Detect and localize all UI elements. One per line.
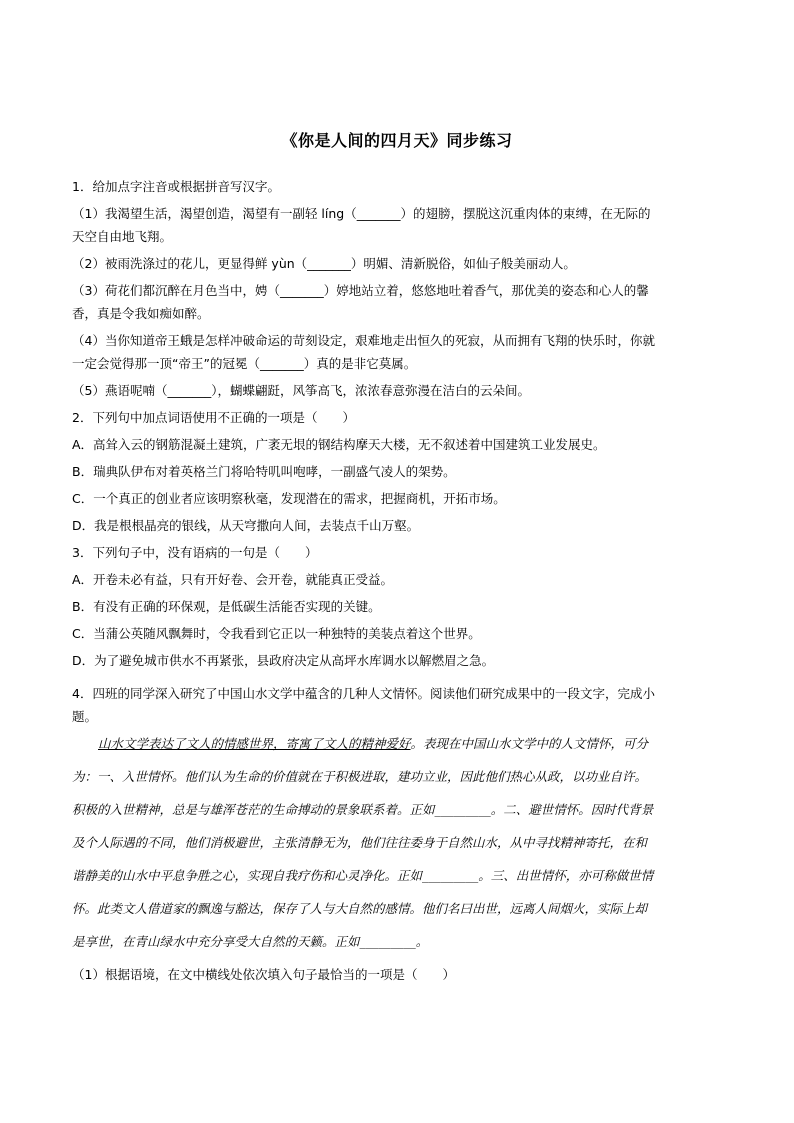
q2-option-c: C．一个真正的创业者应该明察秋毫，发现潜在的需求，把握商机，开拓市场。	[72, 491, 506, 506]
q3-option-a: A．开卷未必有益，只有开好卷、会开卷，就能真正受益。	[72, 572, 394, 587]
question-2-stem: 2．下列句中加点词语使用不正确的一项是（ ）	[72, 410, 355, 425]
passage-underlined-sentence: 山水文学表达了文人的情感世界，寄寓了文人的精神爱好	[98, 736, 411, 751]
q2-option-b: B．瑞典队伊布对着英格兰门将哈特叽叫咆哮，一副盛气凌人的架势。	[72, 464, 456, 479]
q2-option-a: A．高耸入云的钢筋混凝土建筑，广袤无垠的钢结构摩天大楼，无不叙述着中国建筑工业发展史。	[72, 437, 606, 452]
q1-item-1-cont: 天空自由地飞翔。	[72, 229, 173, 244]
question-4-stem: 4．四班的同学深入研究了中国山水文学中蕴含的几种人文情怀。阅读他们研究成果中的一段文字，完成小	[72, 686, 655, 701]
passage-line-3: 积极的入世精神，总是与雄浑苍茫的生命搏动的景象联系着。正如_________。二、避世情怀。因时代背景	[72, 802, 654, 817]
q3-option-d: D．为了避免城市供水不再紧张，县政府决定从高坪水库调水以解燃眉之急。	[72, 653, 495, 668]
passage-line-4: 及个人际遇的不同，他们消极避世，主张清静无为，他们往往委身于自然山水，从中寻找精神寄托，在和	[72, 835, 648, 850]
question-1-stem: 1．给加点字注音或根据拼音写汉字。	[72, 179, 280, 194]
question-4-stem-cont: 题。	[72, 709, 98, 724]
q1-item-1: （1）我渴望生活，渴望创造，渴望有一副轻 líng（_______）的翅膀，摆脱这沉重肉体的束缚，在无际的	[72, 206, 651, 221]
q3-option-b: B．有没有正确的环保观，是低碳生活能否实现的关键。	[72, 599, 381, 614]
passage-line-1	[72, 735, 724, 753]
q1-item-3: （3）荷花们都沉醉在月色当中，娉（_______）婷地站立着，悠悠地吐着香气，那优美的姿态和心人的馨	[72, 283, 649, 298]
reading-passage	[72, 735, 724, 951]
passage-line-5: 谐静美的山水中平息争胜之心，实现自我疗伤和心灵净化。正如_________。三、出世情怀，亦可称做世情	[72, 868, 654, 883]
passage-line-7: 是享世，在青山绿水中充分享受大自然的天籁。正如_________。	[72, 934, 429, 949]
q1-item-5: （5）燕语呢喃（_______），蝴蝶翩跹，风筝高飞，浓浓春意弥漫在洁白的云朵间。	[72, 383, 530, 398]
q3-option-c: C．当蒲公英随风飘舞时，令我看到它正以一种独特的美装点着这个世界。	[72, 626, 481, 641]
passage-line-6: 怀。此类文人借道家的飘逸与豁达，保存了人与大自然的感情。他们名曰出世，远离人间烟火，实际上却	[72, 901, 648, 916]
q1-item-2: （2）被雨洗涤过的花儿，更显得鲜 yùn（_______）明媚、清新脱俗，如仙子般美丽动人。	[72, 256, 576, 271]
passage-line-2: 为：一、入世情怀。他们认为生命的价值就在于积极进取，建功立业，因此他们热心从政，以功业自许。	[72, 769, 648, 784]
q1-item-4: （4）当你知道帝王蛾是怎样冲破命运的苛刻设定，艰难地走出恒久的死寂，从而拥有飞翔的快乐时，你就	[72, 333, 655, 348]
q2-option-d: D．我是根根晶亮的银线，从天穹撒向人间，去装点千山万壑。	[72, 518, 420, 533]
question-3-stem: 3．下列句子中，没有语病的一句是（ ）	[72, 545, 318, 560]
page-title: 《你是人间的四月天》同步练习	[281, 131, 513, 150]
q1-item-4-cont: 一定会觉得那一顶“帝王”的冠冕（_______）真的是非它莫属。	[72, 356, 417, 371]
q4-subquestion-1: （1）根据语境，在文中横线处依次填入句子最恰当的一项是（ ）	[72, 967, 455, 982]
document-body	[72, 178, 724, 993]
q1-item-3-cont: 香，真是令我如痴如醉。	[72, 306, 210, 321]
passage-line-1-rest: 。表现在中国山水文学中的人文情怀，可分	[410, 736, 649, 751]
